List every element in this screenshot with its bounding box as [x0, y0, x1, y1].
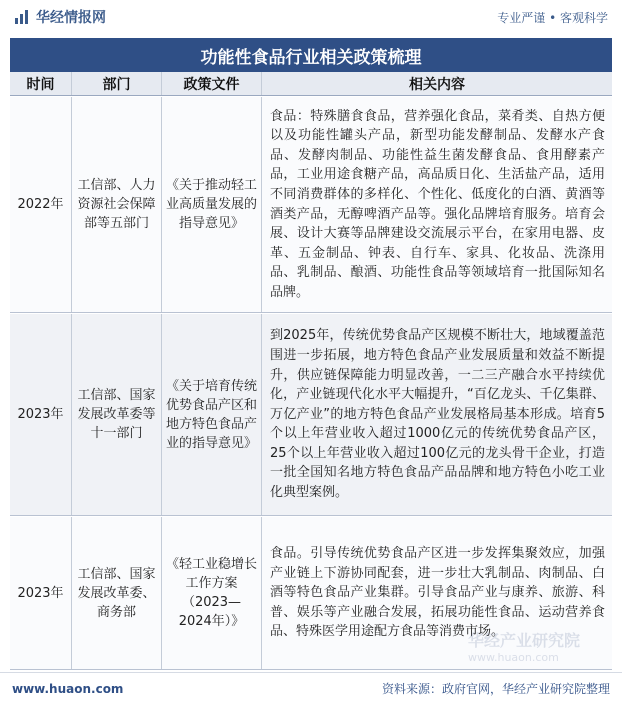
cell-doc: 《轻工业稳增长工作方案（2023—2024年）》	[162, 517, 262, 669]
footer-source: 资料来源：政府官网，华经产业研究院整理	[381, 682, 610, 696]
page-title: 功能性食品行业相关政策梳理	[10, 38, 612, 72]
content-text: 到2025年，传统优势食品产区规模不断壮大，地域覆盖范围进一步拓展，地方特色食品产业发展质量和效益不断提升，供应链保障能力明显改善，一二三产融合水平持续优化，产业链现代化水平大幅提升，“百亿龙头、千亿集群、万亿产业”的地方特色食品产业发展格局基本形成。培育5个以上年营业收入超过1000亿元的传统优势食品产区，25个以上年营业收入超过100亿元的龙头骨干企业，打造一批全国知名地方特色食品产品品牌和地方特色小吃工业化典型案例。	[270, 328, 605, 501]
table-header	[10, 72, 612, 96]
cell-content	[262, 97, 612, 312]
content-text: 食品。引导传统优势食品产区进一步发挥集聚效应，加强产业链上下游协同配套，进一步壮大乳制品、肉制品、白酒等特色食品产业集群。引导食品产业与康养、旅游、科普、娱乐等产业融合发展，拓展功能性食品、运动营养食品、特殊医学用途配方食品等消费市场。	[270, 546, 605, 640]
cell-time: 2022年	[10, 97, 72, 312]
content-text: 食品：特殊膳食食品，营养强化食品，菜肴类、自热方便以及功能性罐头产品，新型功能发酵制品、发酵水产食品、发酵肉制品、功能性益生菌发酵食品、食用酵素产品，工业用途食糖产品，高品质日化、生活盐产品，适用不同消费群体的多样化、个性化、低度化的白酒、黄酒等酒类产品，无醇啤酒产品等。强化品牌培育服务。培育会展、设计大赛等品牌建设交流展示平台，在家用电器、皮革、五金制品、钟表、自行车、家具、化妆品、洗涤用品、乳制品、酿酒、功能性食品等领域培育一批国际知名品牌。	[270, 108, 605, 300]
watermark-url: www.huaon.com	[468, 651, 559, 664]
cell-doc: 《关于推动轻工业高质量发展的指导意见》	[162, 97, 262, 312]
top-bar	[0, 0, 622, 34]
cell-doc: 《关于培育传统优势食品产区和地方特色食品产业的指导意见》	[162, 314, 262, 515]
cell-dept: 工信部、人力资源社会保障部等五部门	[72, 97, 162, 312]
table-row	[10, 517, 612, 670]
cell-dept: 工信部、国家发展改革委等十一部门	[72, 314, 162, 515]
table-row	[10, 97, 612, 313]
watermark-title: 华经产业研究院	[468, 631, 581, 650]
cell-dept: 工信部、国家发展改革委、商务部	[72, 517, 162, 669]
brand[interactable]	[14, 7, 106, 27]
column-header-doc: 政策文件	[162, 72, 262, 95]
footer	[0, 672, 622, 704]
column-header-content: 相关内容	[409, 76, 465, 93]
cell-content	[262, 517, 612, 669]
column-header-dept: 部门	[72, 72, 162, 95]
slogan: 专业严谨 • 客观科学	[497, 10, 608, 25]
footer-site-link[interactable]: www.huaon.com	[12, 681, 124, 696]
bar-chart-icon	[14, 9, 30, 25]
brand-name: 华经情报网	[36, 10, 106, 26]
cell-time: 2023年	[10, 314, 72, 515]
cell-time: 2023年	[10, 517, 72, 669]
column-header-time: 时间	[10, 72, 72, 95]
cell-content	[262, 314, 612, 515]
table-row	[10, 314, 612, 516]
